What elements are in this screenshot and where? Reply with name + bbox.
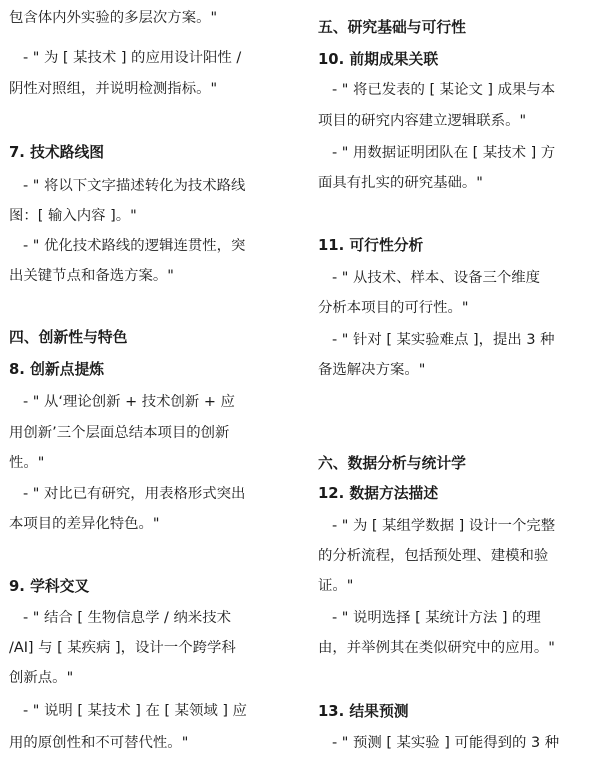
bullet-text-line: - " 对比已有研究，用表格形式突出: [23, 486, 246, 502]
bullet-text-line: 本项目的差异化特色。": [9, 516, 160, 532]
item-8-heading: 8. 创新点提炼: [9, 361, 105, 378]
bullet-text-line: - " 为 [ 某组学数据 ] 设计一个完整: [332, 518, 556, 534]
bullet-text-line: /AI] 与 [ 某疾病 ]，设计一个跨学科: [9, 640, 236, 656]
bullet-text-line: 由，并举例其在类似研究中的应用。": [318, 640, 555, 656]
bullet-text-line: - " 从技术、样本、设备三个维度: [332, 270, 541, 286]
bullet-text-line: - " 用数据证明团队在 [ 某技术 ] 方: [332, 145, 556, 161]
bullet-text-line: - " 说明选择 [ 某统计方法 ] 的理: [332, 610, 541, 626]
bullet-text-line: 面具有扎实的研究基础。": [318, 175, 483, 191]
bullet-text-line: 图：[ 输入内容 ]。": [9, 208, 137, 224]
item-11-heading: 11. 可行性分析: [318, 237, 424, 254]
bullet-text-line: 阴性对照组，并说明检测指标。": [9, 81, 218, 97]
bullet-text-line: - " 将以下文字描述转化为技术路线: [23, 178, 246, 194]
section-6-heading: 六、数据分析与统计学: [318, 455, 466, 472]
bullet-text-line: 出关键节点和备选方案。": [9, 268, 174, 284]
bullet-text-line: 用的原创性和不可替代性。": [9, 735, 189, 751]
bullet-text-line: 项目的研究内容建立逻辑联系。": [318, 113, 527, 129]
section-5-heading: 五、研究基础与可行性: [318, 19, 466, 36]
item-12-heading: 12. 数据方法描述: [318, 485, 439, 502]
bullet-text-line: - " 预测 [ 某实验 ] 可能得到的 3 种: [332, 735, 560, 751]
bullet-text-line: - " 从‘理论创新 + 技术创新 + 应: [23, 394, 235, 410]
bullet-text-line: 分析本项目的可行性。": [318, 300, 469, 316]
bullet-text-line: 证。": [318, 578, 354, 594]
bullet-text-line: - " 结合 [ 生物信息学 / 纳米技术: [23, 610, 232, 626]
bullet-text-line: 性。": [9, 455, 45, 471]
section-4-heading: 四、创新性与特色: [9, 329, 128, 346]
bullet-text-line: 用创新’三个层面总结本项目的创新: [9, 425, 230, 441]
bullet-text-line: - " 针对 [ 某实验难点 ]，提出 3 种: [332, 332, 555, 348]
bullet-text-line: - " 说明 [ 某技术 ] 在 [ 某领域 ] 应: [23, 703, 247, 719]
item-10-heading: 10. 前期成果关联: [318, 51, 439, 68]
bullet-text-line: 备选解决方案。": [318, 362, 426, 378]
item-13-heading: 13. 结果预测: [318, 703, 409, 720]
bullet-text-line: - " 将已发表的 [ 某论文 ] 成果与本: [332, 82, 556, 98]
bullet-text-line: - " 为 [ 某技术 ] 的应用设计阳性 /: [23, 50, 242, 66]
item-9-heading: 9. 学科交叉: [9, 578, 90, 595]
bullet-text-line: - " 优化技术路线的逻辑连贯性，突: [23, 238, 246, 254]
intro-text-line: 包含体内外实验的多层次方案。": [9, 10, 218, 26]
item-7-heading: 7. 技术路线图: [9, 144, 105, 161]
bullet-text-line: 的分析流程，包括预处理、建模和验: [318, 548, 549, 564]
bullet-text-line: 创新点。": [9, 670, 74, 686]
